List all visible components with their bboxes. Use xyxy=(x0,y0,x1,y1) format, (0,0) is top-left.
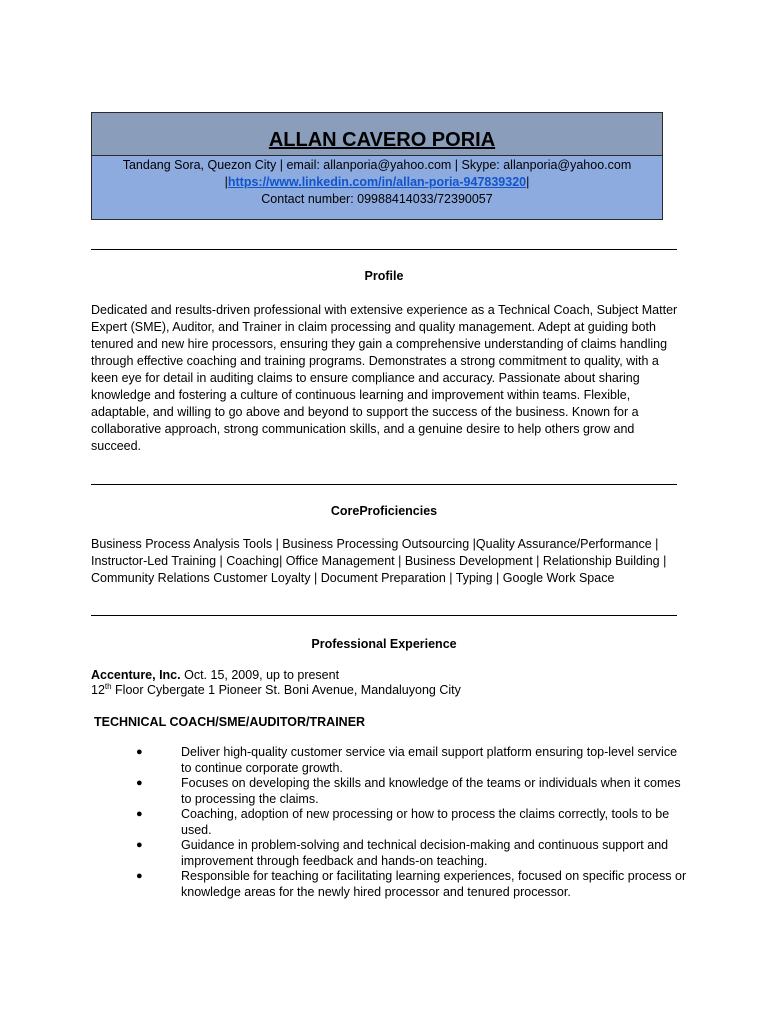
company-line xyxy=(91,668,683,683)
bullet-text: Deliver high-quality customer service via email support platform ensuring top-level service to continue corporate growth. xyxy=(181,745,678,775)
bullet-text: Guidance in problem-solving and technical decision-making and continuous support and improvement through feedback and hands-on teaching. xyxy=(181,838,669,868)
pipe-right: | xyxy=(526,175,530,189)
list-item xyxy=(0,745,768,776)
company-name: Accenture, Inc. xyxy=(91,668,181,682)
bullet-text: Responsible for teaching or facilitating learning experiences, focused on specific process or knowledge areas for the newly hired processor and tenured processor. xyxy=(181,869,687,899)
contact-info xyxy=(92,156,662,208)
list-item xyxy=(0,869,768,900)
experience-heading: Professional Experience xyxy=(311,637,457,651)
linkedin-line xyxy=(92,174,662,191)
list-item xyxy=(0,776,768,807)
responsibilities-list xyxy=(0,745,768,900)
divider-1 xyxy=(91,249,677,250)
header-title-band xyxy=(92,113,662,156)
company-address xyxy=(91,683,683,698)
pipe-left: | xyxy=(224,175,228,189)
proficiencies-heading: CoreProficiencies xyxy=(330,504,438,518)
bullet-icon: ● xyxy=(136,746,143,758)
profile-text: Dedicated and results-driven professional with extensive experience as a Technical Coach, Subject Matter Expert (SME), Auditor, and Trainer in claim processing and quality management. Adept at guiding both tenured and new hire processors, ensuring they gain a comprehensive understanding of claims handling through effective coaching and training programs. Demonstrates a strong commitment to quality, with a keen eye for detail in auditing claims to ensure compliance and accuracy. Passionate about sharing knowledge and fostering a culture of continuous learning and improvement within teams. Flexible, adaptable, and willing to go above and beyond to support the success of the business. Known for a collaborative approach, strong communication skills, and a genuine desire to help others grow and succeed. xyxy=(91,303,678,453)
profile-heading: Profile xyxy=(364,269,404,283)
employment-dates: Oct. 15, 2009, up to present xyxy=(180,668,340,682)
bullet-icon: ● xyxy=(136,839,143,851)
bullet-text: Coaching, adoption of new processing or how to process the claims correctly, tools to be used. xyxy=(181,807,670,837)
list-item xyxy=(0,838,768,869)
candidate-name: ALLAN CAVERO PORIA xyxy=(268,129,496,151)
address-number: 12 xyxy=(91,683,105,697)
address-email-skype-line: Tandang Sora, Quezon City | email: allanporia@yahoo.com | Skype: allanporia@yahoo.com xyxy=(122,158,632,172)
proficiencies-text: Business Process Analysis Tools | Business Processing Outsourcing |Quality Assurance/Performance | Instructor-Led Training | Coaching| Office Management | Business Development | Relationship Building | Community Relations Customer Loyalty | Document Preparation | Typing | Google Work Space xyxy=(91,537,667,585)
linkedin-link[interactable]: https://www.linkedin.com/in/allan-poria-947839320 xyxy=(227,175,527,189)
header-box xyxy=(91,112,663,220)
divider-3 xyxy=(91,615,677,616)
divider-2 xyxy=(91,484,677,485)
bullet-icon: ● xyxy=(136,870,143,882)
address-text: Floor Cybergate 1 Pioneer St. Boni Avenue, Mandaluyong City xyxy=(111,683,461,697)
bullet-icon: ● xyxy=(136,808,143,820)
list-item xyxy=(0,807,768,838)
address-ordinal: th xyxy=(104,681,112,691)
bullet-icon: ● xyxy=(136,777,143,789)
contact-number-line: Contact number: 09988414033/72390057 xyxy=(261,192,493,206)
bullet-text: Focuses on developing the skills and knowledge of the teams or individuals when it comes to processing the claims. xyxy=(181,776,681,806)
job-title: TECHNICAL COACH/SME/AUDITOR/TRAINER xyxy=(94,715,366,729)
